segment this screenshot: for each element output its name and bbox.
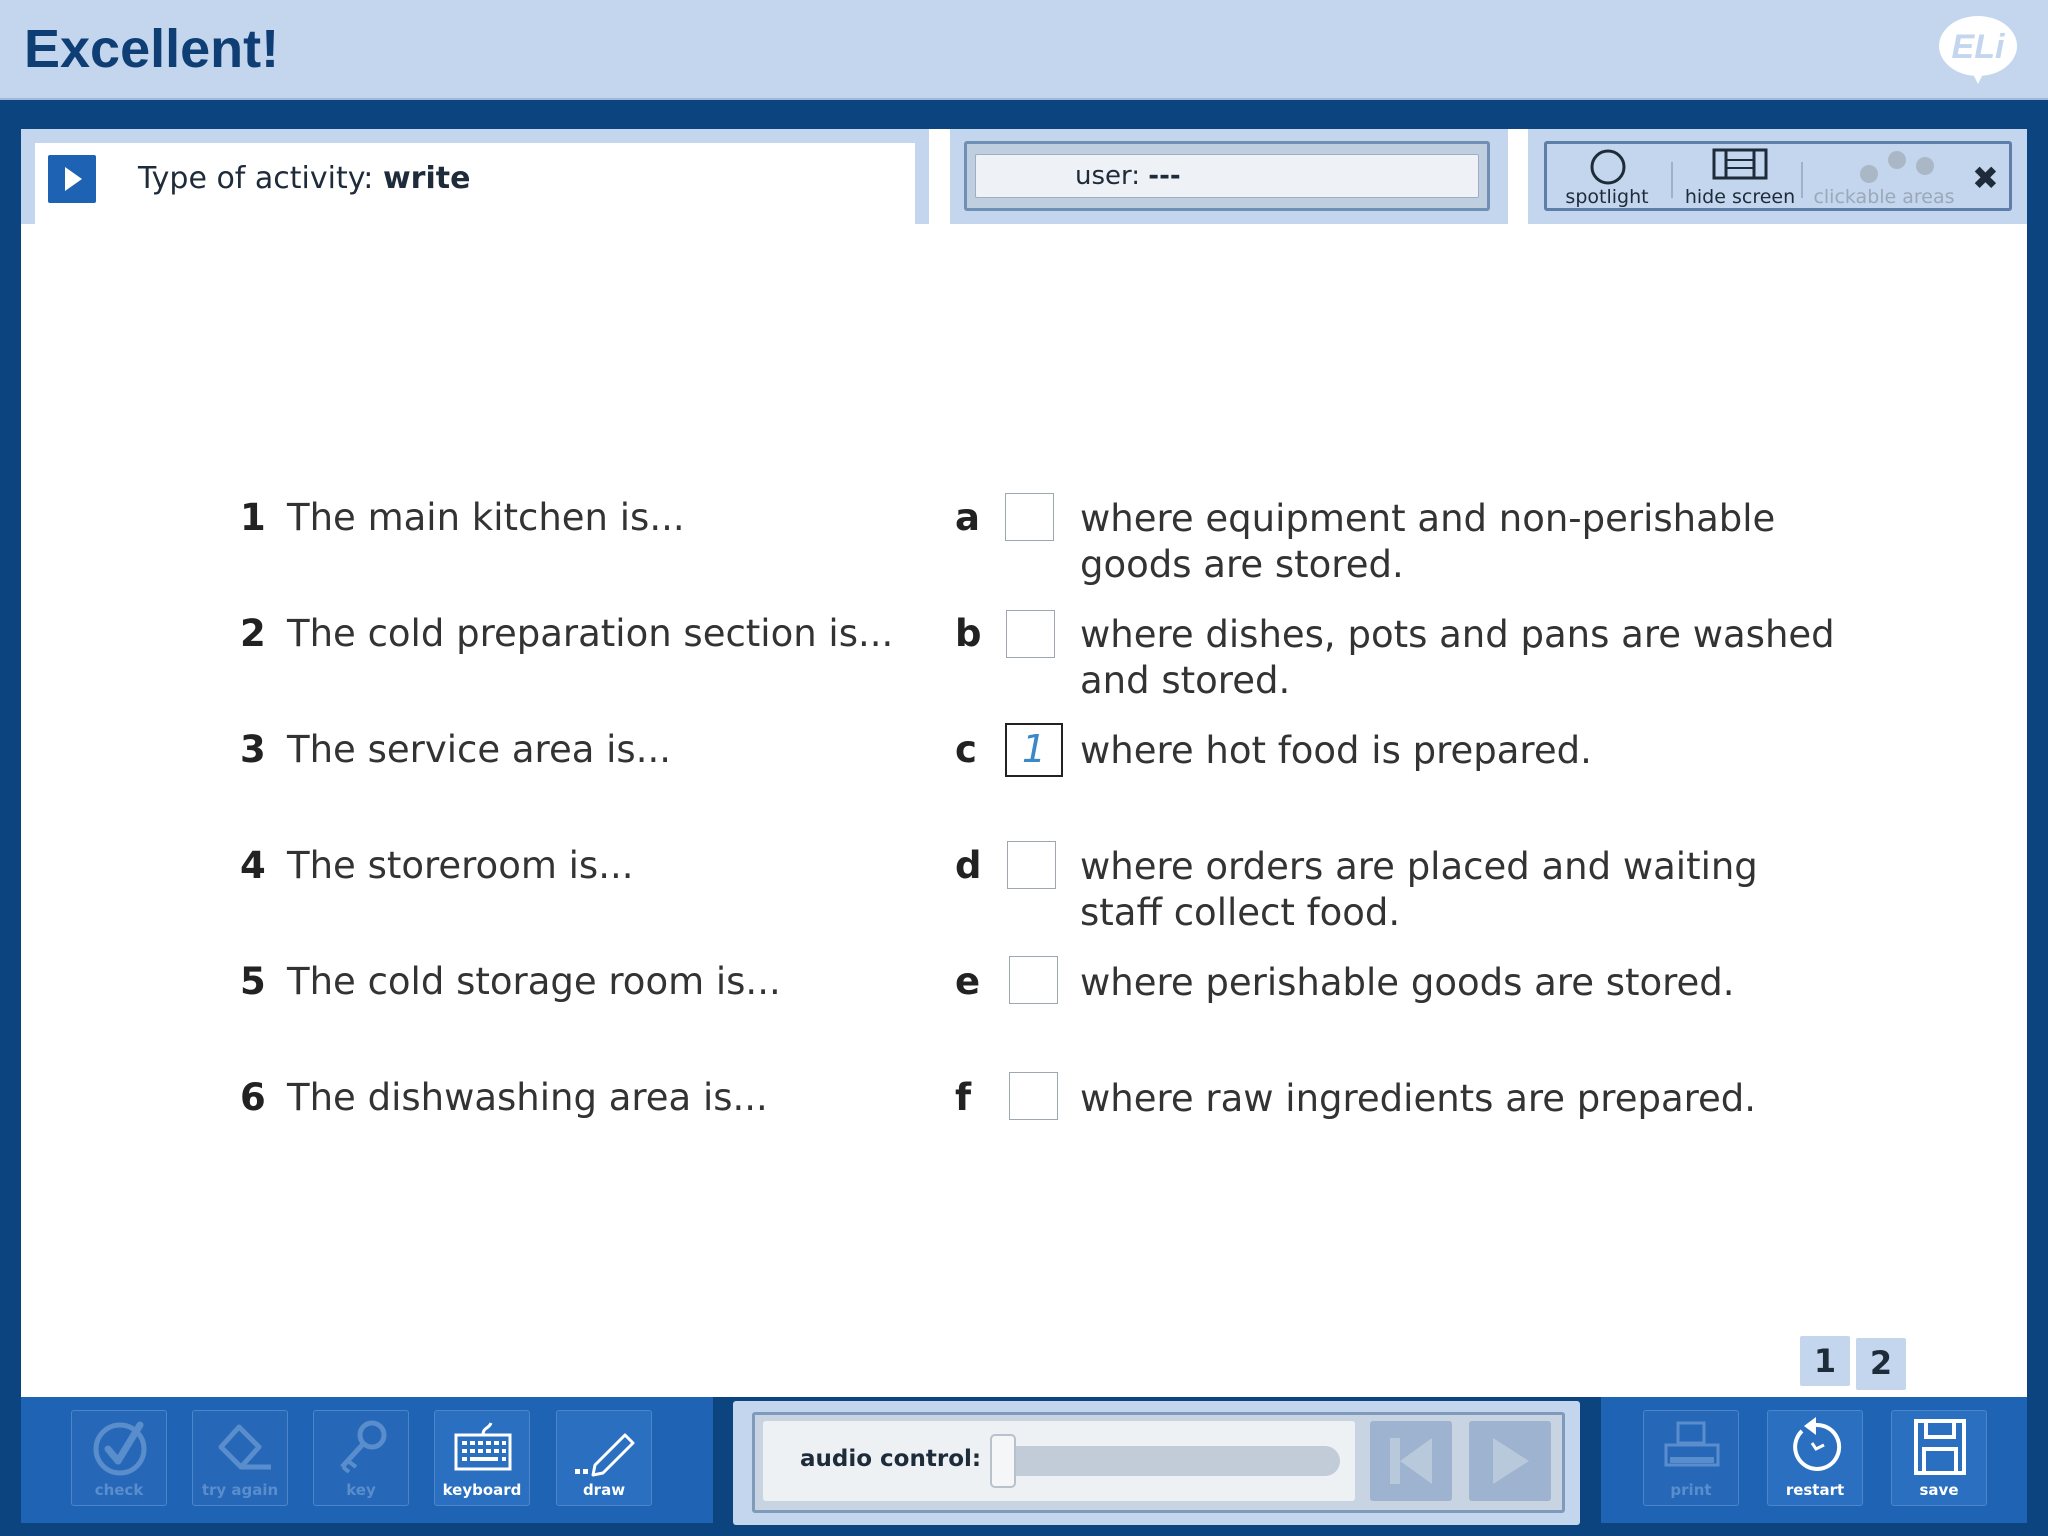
option-text: where dishes, pots and pans are washed and stored. <box>1080 613 1835 702</box>
option-letter: e <box>955 960 981 1003</box>
audio-progress-track[interactable] <box>990 1446 1340 1476</box>
check-icon <box>90 1417 150 1477</box>
user-display <box>1075 161 1181 191</box>
answer-box-e[interactable] <box>1009 956 1058 1004</box>
try-again-label: try again <box>201 1481 279 1499</box>
stem-text: The storeroom is... <box>287 844 634 887</box>
option-text: where orders are placed and waiting staff collect food. <box>1080 845 1758 934</box>
stem-number: 1 <box>240 496 266 539</box>
feedback-title: Excellent! <box>24 19 280 79</box>
answer-box-d[interactable] <box>1007 841 1056 889</box>
skip-back-icon <box>1386 1436 1436 1486</box>
print-button[interactable] <box>1643 1410 1739 1506</box>
stem-number: 5 <box>240 960 266 1003</box>
answer-box-b[interactable] <box>1006 610 1055 658</box>
eraser-icon <box>211 1417 271 1477</box>
stem-number: 4 <box>240 844 266 887</box>
audio-progress-thumb[interactable] <box>990 1434 1016 1488</box>
draw-label: draw <box>582 1481 626 1499</box>
option-text: where equipment and non-perishable goods are stored. <box>1080 497 1776 586</box>
user-value: --- <box>1148 161 1181 191</box>
audio-play-button[interactable] <box>1469 1421 1551 1501</box>
option-letter: d <box>955 844 982 887</box>
keyboard-label: keyboard <box>442 1481 522 1499</box>
check-button[interactable] <box>71 1410 167 1506</box>
stem-text: The service area is... <box>287 728 671 771</box>
option-text: where perishable goods are stored. <box>1080 961 1735 1004</box>
clickable-areas-label: clickable areas <box>1813 186 1955 208</box>
play-instructions-button[interactable] <box>48 155 96 203</box>
audio-previous-button[interactable] <box>1370 1421 1452 1501</box>
save-button[interactable] <box>1891 1410 1987 1506</box>
save-label: save <box>1919 1481 1959 1499</box>
close-icon[interactable]: ✖ <box>1972 159 1999 197</box>
user-field <box>964 141 1490 211</box>
stem-text: The cold storage room is... <box>287 960 781 1003</box>
page-button-2[interactable]: 2 <box>1856 1338 1906 1390</box>
footer-tools-right <box>1601 1397 2027 1523</box>
keyboard-icon <box>453 1417 513 1477</box>
key-label: key <box>346 1481 376 1499</box>
answer-box-f[interactable] <box>1009 1072 1058 1120</box>
check-label: check <box>94 1481 144 1499</box>
spotlight-label: spotlight <box>1565 186 1649 208</box>
option-letter: f <box>955 1076 972 1119</box>
stem-number: 6 <box>240 1076 266 1119</box>
page-button-1[interactable]: 1 <box>1800 1336 1850 1386</box>
print-label: print <box>1670 1481 1712 1499</box>
hide-screen-label: hide screen <box>1684 186 1796 208</box>
audio-control-label: audio control: <box>800 1446 982 1472</box>
key-icon <box>332 1417 392 1477</box>
activity-type <box>138 161 470 196</box>
eli-logo <box>1936 12 2020 88</box>
stem-number: 2 <box>240 612 266 655</box>
svg-text:ELi: ELi <box>1951 28 2005 66</box>
activity-type-label: Type of activity: <box>138 161 374 196</box>
option-letter: c <box>955 728 977 771</box>
pencil-icon <box>575 1417 635 1477</box>
keyboard-button[interactable] <box>434 1410 530 1506</box>
restart-label: restart <box>1785 1481 1845 1499</box>
key-button[interactable] <box>313 1410 409 1506</box>
option-text: where raw ingredients are prepared. <box>1080 1077 1757 1120</box>
option-text: where hot food is prepared. <box>1080 729 1592 772</box>
hide-screen-icon <box>1712 148 1768 180</box>
printer-icon <box>1662 1417 1722 1477</box>
user-label: user: <box>1075 161 1141 191</box>
tools-box <box>1544 141 2012 211</box>
answer-box-a[interactable] <box>1005 493 1054 541</box>
restart-button[interactable] <box>1767 1410 1863 1506</box>
activity-type-value: write <box>382 161 471 196</box>
play-icon <box>1485 1436 1535 1486</box>
option-letter: a <box>955 496 980 539</box>
draw-button[interactable] <box>556 1410 652 1506</box>
answer-value: 1 <box>1021 727 1047 771</box>
header-bar <box>0 0 2048 100</box>
answer-box-c[interactable] <box>1005 723 1063 777</box>
try-again-button[interactable] <box>192 1410 288 1506</box>
floppy-disk-icon <box>1910 1417 1970 1477</box>
stem-text: The dishwashing area is... <box>287 1076 768 1119</box>
option-letter: b <box>955 612 982 655</box>
spotlight-icon <box>1589 148 1627 186</box>
footer-tools-left <box>21 1397 713 1523</box>
restart-icon <box>1786 1417 1846 1477</box>
stem-number: 3 <box>240 728 266 771</box>
stem-text: The cold preparation section is... <box>287 612 894 655</box>
clickable-areas-icon <box>1859 146 1935 186</box>
stem-text: The main kitchen is... <box>287 496 685 539</box>
